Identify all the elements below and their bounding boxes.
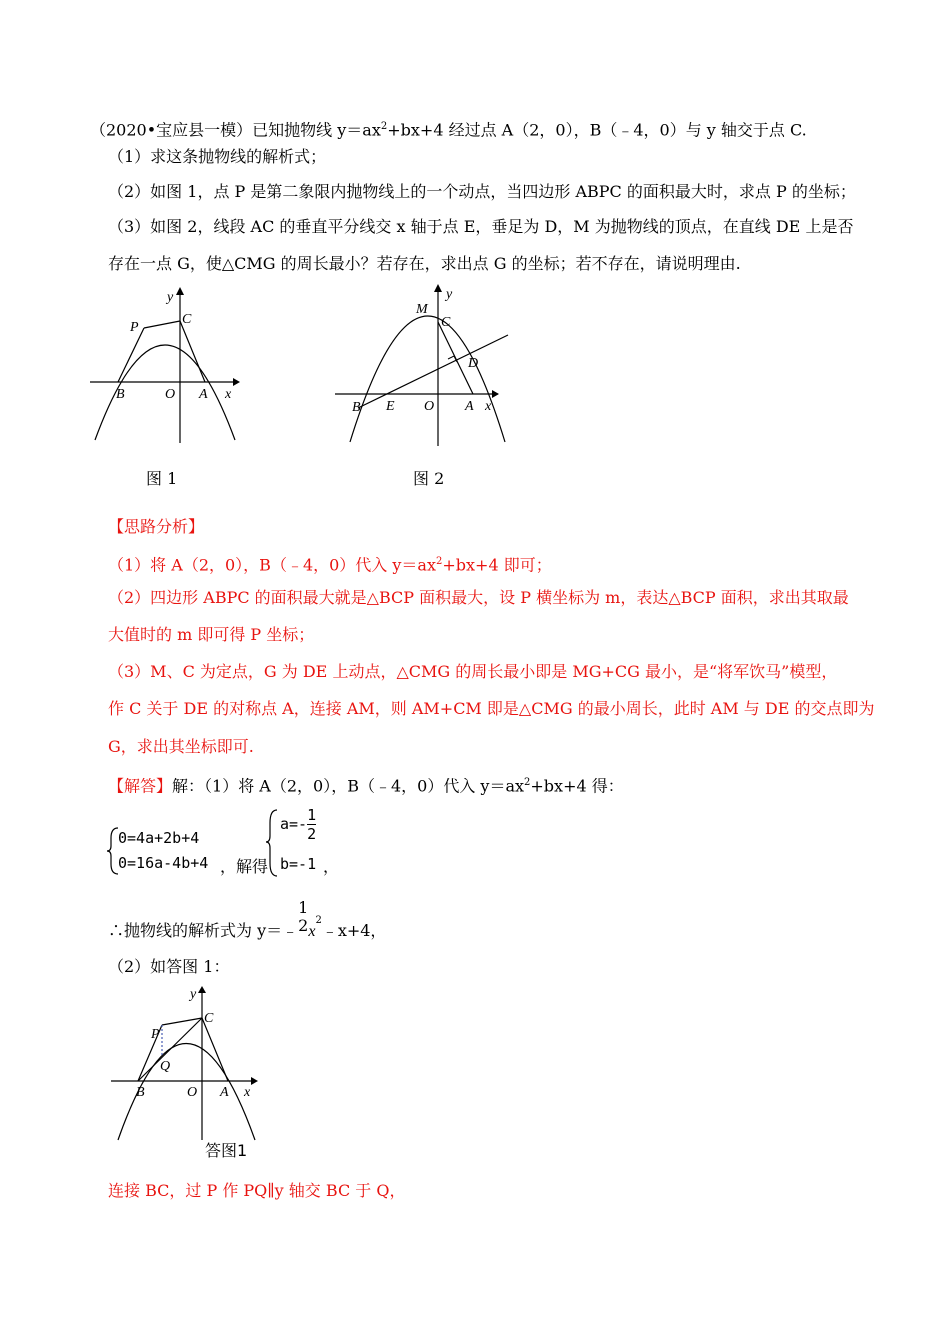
fig2-e-label: E bbox=[386, 399, 395, 414]
question-1: （1）求这条抛物线的解析式； bbox=[108, 147, 327, 166]
fig2-o-label: O bbox=[424, 399, 435, 414]
equation-2: 0=16a-4b+4 bbox=[118, 854, 209, 872]
solution-a: a=- $\frac{1}{2}$ bbox=[280, 806, 317, 843]
ans-x-label: x bbox=[244, 1085, 251, 1100]
solution-b: b=-1 bbox=[280, 855, 317, 873]
analysis-p1: （1）将 A（2，0），B（﹣4，0）代入 $y=ax^2+bx+4$ 即可； bbox=[108, 555, 552, 575]
fig2-b-label: B bbox=[352, 400, 361, 415]
fig1-p-label: P bbox=[130, 320, 139, 335]
question-3b: 存在一点 G，使△CMG 的周长最小？若存在，求出点 G 的坐标；若不存在，请说明理由. bbox=[108, 254, 741, 273]
question-3a: （3）如图 2，线段 AC 的垂直平分线交 x 轴于点 E，垂足为 D，M 为抛物线的顶点，在直线 DE 上是否 bbox=[108, 217, 854, 236]
figure-2-caption: 图 2 bbox=[413, 469, 445, 488]
analysis-p2a: （2）四边形 ABPC 的面积最大就是△BCP 面积最大，设 P 横坐标为 m，表达△BCP 面积，求出其取最 bbox=[108, 588, 849, 607]
answer-figure-1 bbox=[108, 985, 268, 1145]
analysis-p3b: 作 C 关于 DE 的对称点 A，连接 AM，则 AM+CM 即是△CMG 的最小周长，此时 AM 与 DE 的交点即为 bbox=[108, 699, 875, 718]
fig2-c-label: C bbox=[441, 315, 451, 330]
solution-brace bbox=[265, 808, 279, 878]
ans-c-label: C bbox=[204, 1011, 214, 1026]
answer-figure-caption: 答图1 bbox=[205, 1141, 248, 1160]
ans-q-label: Q bbox=[160, 1059, 171, 1074]
part-2-heading: （2）如答图 1： bbox=[108, 957, 230, 976]
problem-source: （2020•宝应县一模） bbox=[90, 120, 253, 140]
fig2-y-label: y bbox=[446, 287, 453, 302]
analysis-p3c: G，求出其坐标即可. bbox=[108, 737, 254, 756]
fig2-x-label: x bbox=[485, 399, 492, 414]
figure-1-caption: 图 1 bbox=[146, 469, 178, 488]
ans-y-label: y bbox=[190, 987, 197, 1002]
problem-stem-b: +bx+4 经过点 A（2，0），B（﹣4，0）与 y 轴交于点 C. bbox=[387, 120, 807, 140]
problem-stem-a: 已知抛物线 y＝ax bbox=[252, 120, 381, 140]
fig1-c-label: C bbox=[182, 312, 192, 327]
ans-p-label: P bbox=[151, 1027, 160, 1042]
analysis-heading: 【思路分析】 bbox=[108, 517, 205, 536]
fig1-a-label: A bbox=[199, 387, 208, 402]
fig2-d-label: D bbox=[468, 356, 479, 371]
fig2-m-label: M bbox=[416, 302, 428, 317]
figure-2 bbox=[330, 280, 515, 450]
solution-heading: 【解答】 bbox=[108, 776, 173, 796]
result-line: ∴抛物线的解析式为 y＝﹣ 1 2 $x^2﹣x+4$， bbox=[108, 898, 387, 940]
analysis-p2b: 大值时的 m 即可得 P 坐标； bbox=[108, 625, 315, 644]
analysis-p3a: （3）M、C 为定点，G 为 DE 上动点，△CMG 的周长最小即是 MG+CG 最小，是“将军饮马”模型， bbox=[108, 662, 838, 681]
connect-line: 连接 BC，过 P 作 PQ∥y 轴交 BC 于 Q， bbox=[108, 1181, 406, 1200]
ans-a-label: A bbox=[220, 1085, 229, 1100]
figure-1 bbox=[85, 285, 245, 445]
fig1-x-label: x bbox=[225, 387, 232, 402]
ans-b-label: B bbox=[136, 1085, 145, 1100]
fig1-y-label: y bbox=[167, 290, 174, 305]
solve-word: ，解得 bbox=[220, 857, 269, 876]
problem-line-1: （2020•宝应县一模）已知抛物线 $y=ax^2+bx+4$ 经过点 A（2，0），B（﹣4，0）与 y 轴交于点 C. bbox=[90, 120, 807, 140]
fig2-a-label: A bbox=[465, 399, 474, 414]
equation-1: 0=4a+2b+4 bbox=[118, 829, 200, 847]
fig1-b-label: B bbox=[116, 387, 125, 402]
question-2: （2）如图 1，点 P 是第二象限内抛物线上的一个动点，当四边形 ABPC 的面积最大时，求点 P 的坐标； bbox=[108, 182, 856, 201]
solution-comma: ， bbox=[323, 857, 340, 876]
ans-o-label: O bbox=[187, 1085, 198, 1100]
fig1-o-label: O bbox=[165, 387, 176, 402]
solution-intro: 【解答】解：（1）将 A（2，0），B（﹣4，0）代入 $y=ax^2+bx+4$ 得： bbox=[108, 776, 624, 796]
